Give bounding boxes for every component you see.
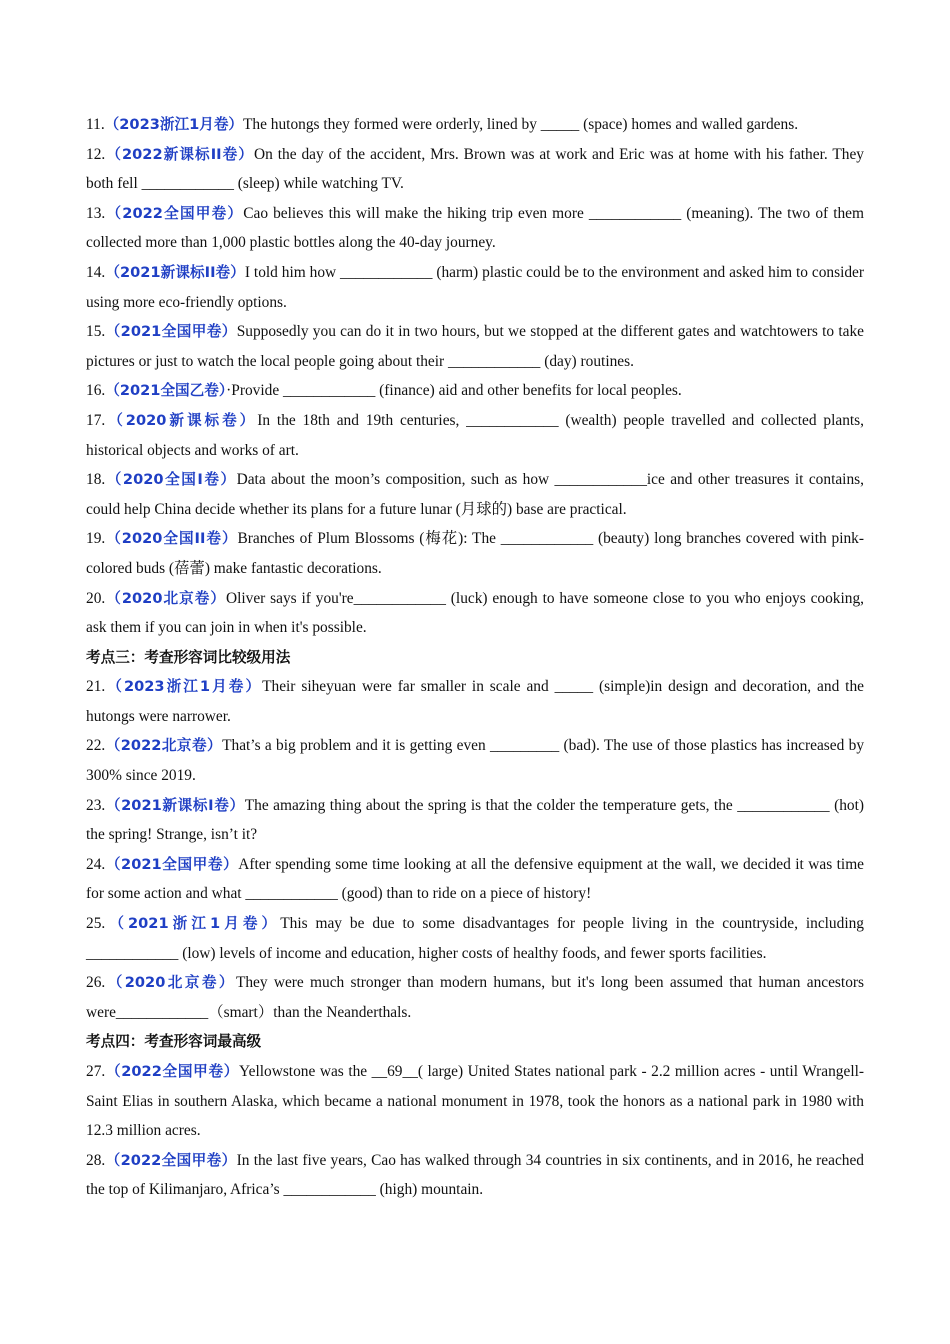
question-text: After spending some time looking at all the defensive equipment at the wall, we decided it was time for some action and what ____________ (good) than to ride on a piece of history! bbox=[86, 855, 864, 903]
question-number: 22. bbox=[86, 737, 106, 755]
question-text: ·Provide ____________ (finance) aid and other benefits for local peoples. bbox=[226, 382, 682, 400]
question-source: （2022全国甲卷） bbox=[105, 1063, 240, 1080]
question-21 bbox=[86, 672, 864, 731]
question-source: （2020新课标卷） bbox=[105, 411, 258, 429]
question-number: 20. bbox=[86, 589, 106, 607]
question-source: （2022新课标II卷） bbox=[105, 145, 254, 163]
question-source: （2022北京卷） bbox=[105, 737, 223, 755]
question-number: 21. bbox=[86, 678, 106, 696]
question-text: Yellowstone was the __69__( large) United States national park - 2.2 million acres - until Wrangell-Saint Elias in southern Alaska, which became a national monument in 1978, took the honors as a national park in 1980 with 12.3 million acres. bbox=[86, 1063, 865, 1140]
question-number: 16. bbox=[86, 382, 106, 400]
question-16 bbox=[86, 376, 864, 406]
question-source: （2021全国乙卷） bbox=[105, 382, 227, 400]
question-text: The amazing thing about the spring is that the colder the temperature gets, the ____________ (hot) the spring! Strange, isn’t it? bbox=[86, 796, 864, 844]
question-text: This may be due to some disadvantages for people living in the countryside, including ____________ (low) levels of income and education, higher costs of healthy foods, and fewer sports facilities. bbox=[86, 915, 864, 962]
question-text: In the last five years, Cao has walked through 34 countries in six continents, and in 2016, he reached the top of Kilimanjaro, Africa’s ____________ (high) mountain. bbox=[86, 1151, 864, 1199]
question-text: Oliver says if you're____________ (luck) enough to have someone close to you who enjoys cooking, ask them if you can join in when it's possible. bbox=[86, 589, 865, 637]
question-20 bbox=[86, 584, 864, 643]
question-number: 15. bbox=[86, 323, 106, 341]
question-15 bbox=[86, 317, 864, 376]
question-13 bbox=[86, 199, 864, 258]
question-source: （2022全国甲卷） bbox=[105, 1151, 237, 1169]
question-text: They were much stronger than modern humans, but it's long been assumed that human ancestors were____________（smart）than the Neanderthals. bbox=[86, 974, 864, 1021]
question-source: （2020全国I卷） bbox=[105, 471, 237, 489]
question-26 bbox=[86, 968, 864, 1027]
question-number: 12. bbox=[86, 145, 106, 163]
question-source: （2023浙江1月卷） bbox=[105, 678, 263, 696]
question-source: （2021浙江1月卷） bbox=[105, 915, 281, 933]
question-source: （2021新课标II卷） bbox=[105, 263, 245, 281]
question-27 bbox=[86, 1057, 864, 1146]
question-source: （2020北京卷） bbox=[105, 589, 226, 607]
question-text: In the 18th and 19th centuries, ____________ (wealth) people travelled and collected plants, historical objects and works of art. bbox=[86, 411, 864, 459]
question-22 bbox=[86, 731, 864, 790]
question-number: 26. bbox=[86, 974, 106, 992]
question-text: Supposedly you can do it in two hours, but we stopped at the different gates and watchtowers to take pictures or just to watch the local people going about their ____________ (day) routines. bbox=[86, 323, 864, 370]
question-number: 28. bbox=[86, 1151, 106, 1169]
question-25 bbox=[86, 909, 864, 968]
question-text: Data about the moon’s composition, such as how ____________ice and other treasures it contains, could help China decide whether its plans for a future lunar (月球的) base are practical. bbox=[86, 471, 864, 518]
question-source: （2020北京卷） bbox=[105, 974, 236, 992]
question-19 bbox=[86, 524, 864, 583]
question-source: （2020全国II卷） bbox=[105, 530, 238, 548]
question-number: 25. bbox=[86, 915, 106, 933]
question-number: 18. bbox=[86, 471, 106, 489]
question-24 bbox=[86, 850, 864, 909]
question-23 bbox=[86, 791, 864, 850]
question-number: 13. bbox=[86, 204, 106, 222]
document-page bbox=[86, 110, 864, 1205]
question-14 bbox=[86, 258, 864, 317]
question-text: The hutongs they formed were orderly, lined by _____ (space) homes and walled gardens. bbox=[243, 116, 799, 133]
question-text: Their siheyuan were far smaller in scale and _____ (simple)in design and decoration, and the hutongs were narrower. bbox=[86, 678, 864, 725]
section-heading-superlative: 考点四：考查形容词最高级 bbox=[86, 1033, 262, 1051]
section-heading-comparative: 考点三：考查形容词比较级用法 bbox=[86, 648, 291, 666]
question-number: 27. bbox=[86, 1063, 106, 1080]
question-text: That’s a big problem and it is getting even _________ (bad). The use of those plastics has increased by 300% since 2019. bbox=[86, 737, 865, 785]
question-source: （2023浙江1月卷） bbox=[104, 116, 244, 133]
question-number: 17. bbox=[86, 411, 106, 429]
question-text: On the day of the accident, Mrs. Brown was at work and Eric was at home with his father. They both fell ____________ (sleep) while watching TV. bbox=[86, 145, 864, 193]
question-number: 24. bbox=[86, 855, 106, 873]
question-text: Branches of Plum Blossoms (梅花): The ____________ (beauty) long branches covered with pink-colored buds (蓓蕾) make fantastic decorations. bbox=[86, 530, 864, 577]
question-number: 23. bbox=[86, 796, 106, 814]
question-text: I told him how ____________ (harm) plastic could be to the environment and asked him to consider using more eco-friendly options. bbox=[86, 263, 864, 311]
question-number: 14. bbox=[86, 263, 106, 281]
question-11 bbox=[86, 110, 864, 140]
question-source: （2021全国甲卷） bbox=[105, 323, 237, 341]
question-text: Cao believes this will make the hiking trip even more ____________ (meaning). The two of them collected more than 1,000 plastic bottles along the 40-day journey. bbox=[86, 204, 864, 252]
question-28 bbox=[86, 1146, 864, 1205]
question-number: 19. bbox=[86, 530, 106, 548]
question-number: 11. bbox=[86, 116, 105, 133]
question-source: （2021新课标I卷） bbox=[105, 796, 245, 814]
question-18 bbox=[86, 465, 864, 524]
question-source: （2022全国甲卷） bbox=[105, 204, 244, 222]
question-source: （2021全国甲卷） bbox=[105, 855, 239, 873]
question-12 bbox=[86, 140, 864, 199]
question-17 bbox=[86, 406, 864, 465]
